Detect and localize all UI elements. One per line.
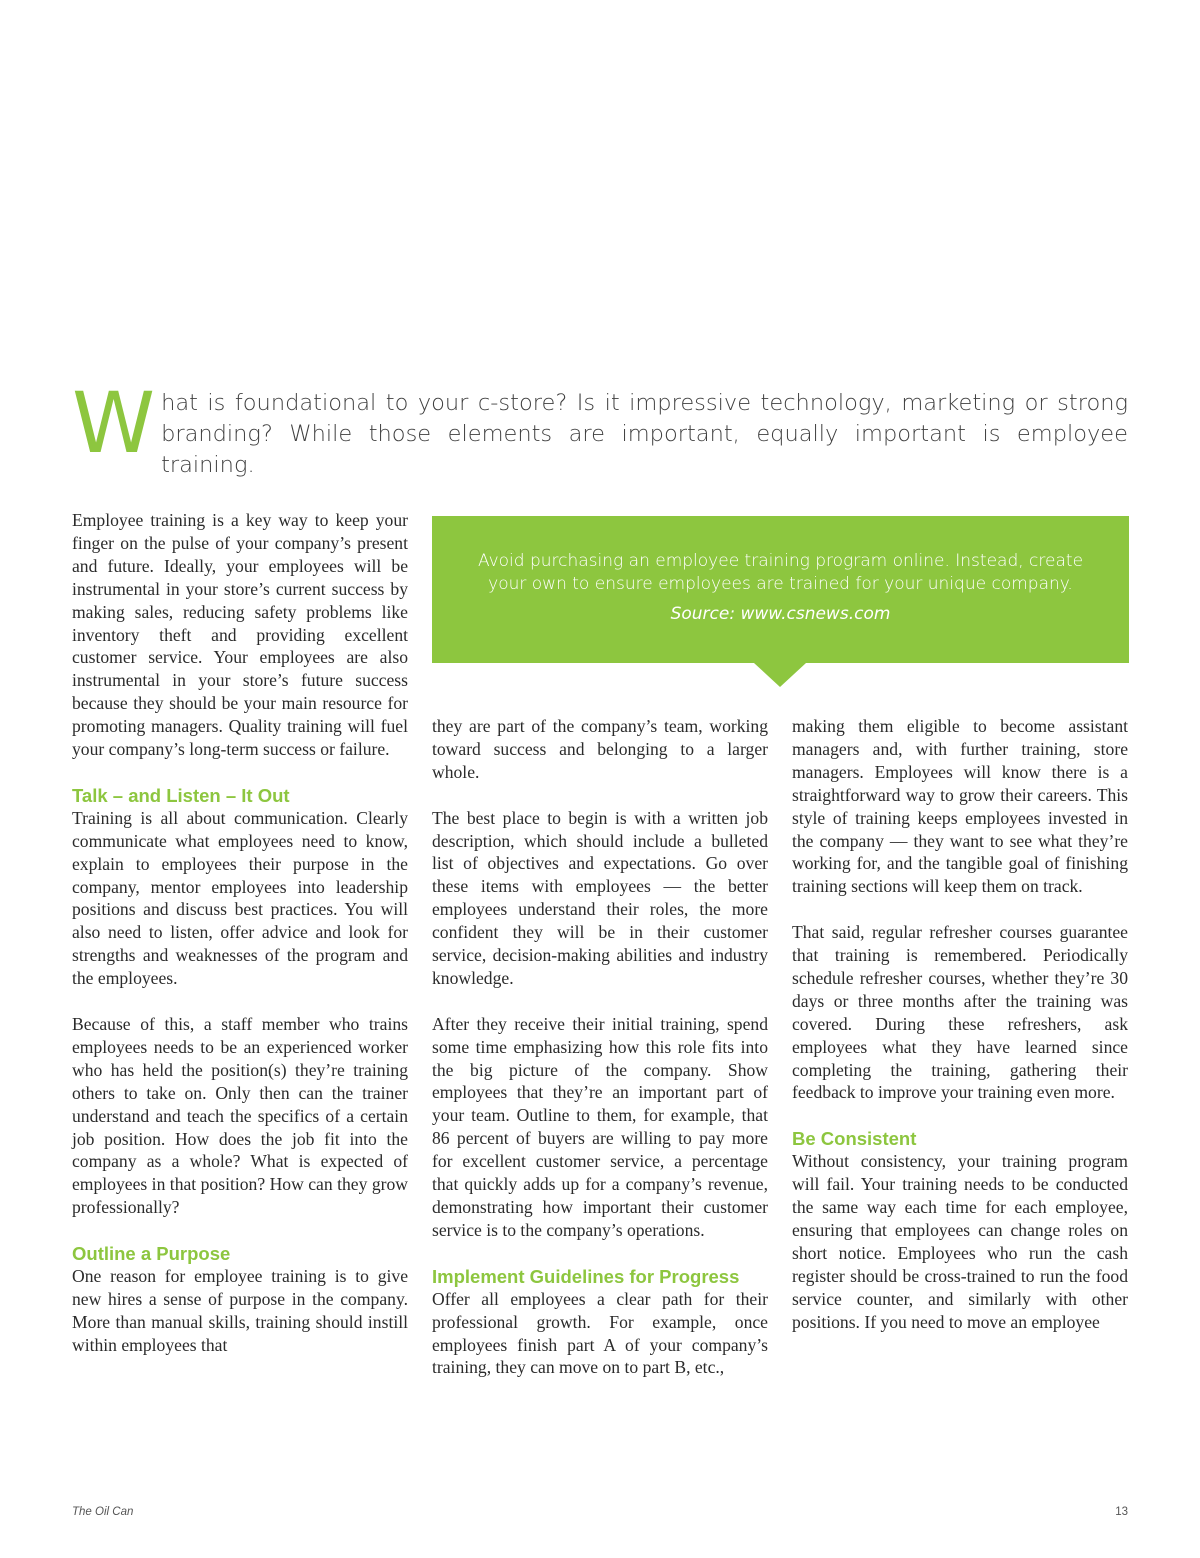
intro-text: hat is foundational to your c-store? Is it impressive technology, marketing or strong branding? While those elements are important, equally important is employee training. (161, 390, 1128, 478)
col2-paragraph-2: The best place to begin is with a written job description, which should include a bulleted list of objectives and expectations. Go over these items with employees — the better employees understand their roles, the more confident they will be in their customer service, decision-making abilities and industry knowledge. (432, 807, 768, 988)
pull-quote-box (432, 516, 1129, 663)
intro-paragraph (72, 374, 1128, 481)
page-number: 13 (1115, 1506, 1128, 1518)
drop-cap: W (72, 374, 156, 472)
col1-paragraph-4: One reason for employee training is to give new hires a sense of purpose in the company. More than manual skills, training should instill within employees that (72, 1266, 408, 1355)
pull-quote-text: Avoid purchasing an employee training program online. Instead, create your own to ensure employees are trained for your unique company. (477, 551, 1084, 594)
col3-paragraph-1: making them eligible to become assistant managers and, with further training, store managers. Employees will know there is a straightforward way to grow their careers. This style of training keeps employees invested in the company — they want to see what they’re working for, and the tangible goal of finishing training sections will keep them on track. (792, 716, 1128, 897)
col2-paragraph-4: Offer all employees a clear path for their professional growth. For example, once employees finish part A of your company’s training, they can move on to part B, etc., (432, 1288, 768, 1378)
pull-quote-source: Source: www.csnews.com (670, 604, 891, 624)
heading-be-consistent: Be Consistent (792, 1128, 917, 1150)
column-1 (72, 509, 408, 1357)
col3-paragraph-2: That said, regular refresher courses guarantee that training is remembered. Periodically schedule refresher courses, whether they’re 30 days or three months after the training was covered. During these refreshers, ask employees what they have learned since completing the training, gathering their feedback to improve your training even more. (792, 922, 1128, 1103)
heading-implement-guidelines: Implement Guidelines for Progress (432, 1265, 740, 1287)
col2-paragraph-1: they are part of the company’s team, working toward success and belonging to a larger whole. (432, 716, 768, 782)
footer-publication: The Oil Can (72, 1506, 134, 1518)
column-2 (432, 715, 768, 1379)
col1-paragraph-3: Because of this, a staff member who trains employees needs to be an experienced worker who has held the position(s) they’re training others to take on. Only then can the trainer understand and teach the specifics of a certain job position. How does the job fit into the company as a whole? What is expected of employees in that position? How can they grow professionally? (72, 1014, 408, 1218)
heading-talk-and-listen: Talk – and Listen – It Out (72, 784, 290, 806)
heading-outline-purpose: Outline a Purpose (72, 1243, 231, 1265)
pull-quote-pointer (754, 663, 806, 687)
col2-paragraph-3: After they receive their initial training, spend some time emphasizing how this role fits into the big picture of the company. Show employees that they’re an important part of your team. Outline to them, for example, that 86 percent of buyers are willing to pay more for excellent customer service, a percentage that quickly adds up for a company’s revenue, demonstrating how important their customer service is to the company’s operations. (432, 1013, 768, 1240)
col1-paragraph-2: Training is all about communication. Clearly communicate what employees need to know, explain to employees their purpose in the company, mentor employees into leadership positions and discuss best practices. You will also need to listen, offer advice and look for strengths and weaknesses of the program and the employees. (72, 807, 408, 989)
col3-paragraph-3: Without consistency, your training program will fail. Your training needs to be conducted the same way each time for each employee, ensuring that employees can change roles on short notice. Employees who run the cash register should be cross-trained to run the food service counter, and similarly with other positions. If you need to move an employee (792, 1151, 1128, 1332)
column-3 (792, 715, 1128, 1334)
col1-paragraph-1: Employee training is a key way to keep your finger on the pulse of your company’s present and future. Ideally, your employees will be instrumental in your store’s current success by making sales, reducing safety problems like inventory theft and providing excellent customer service. Your employees are also instrumental in your store’s future success because they should be your main resource for promoting managers. Quality training will fuel your company’s long-term success or failure. (72, 510, 408, 760)
